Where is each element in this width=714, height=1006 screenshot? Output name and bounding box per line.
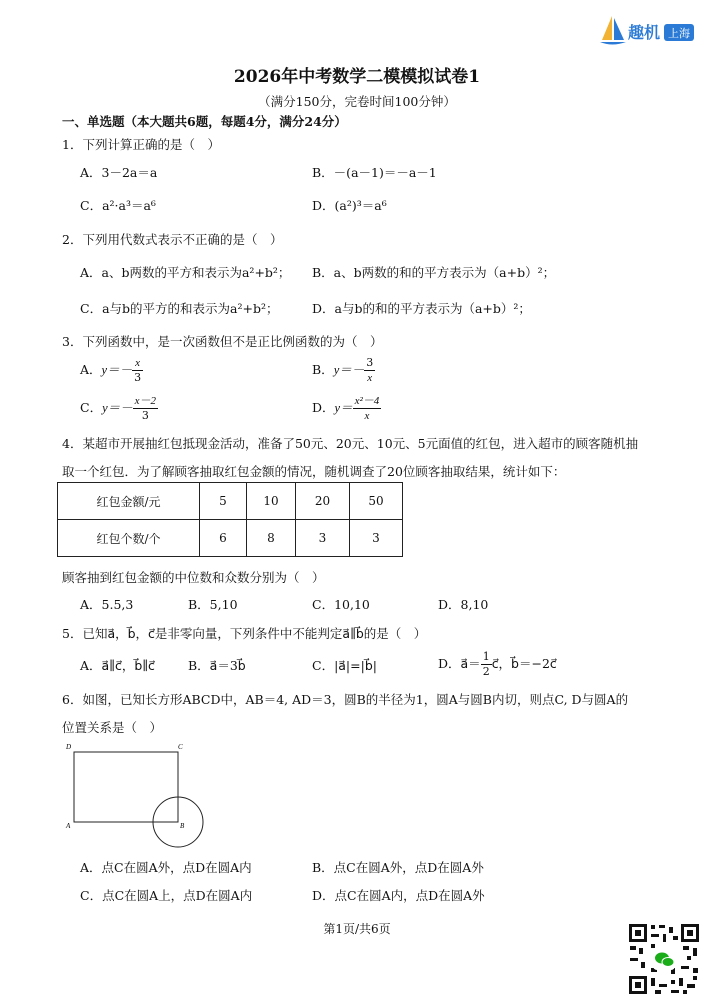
q3-option-a: [80, 356, 143, 385]
page-title: 2026年中考数学二模模拟试卷1: [233, 67, 481, 87]
label-a: A: [66, 822, 71, 830]
q3-b-label: B．: [312, 362, 334, 377]
q4-question: 顾客抽到红包金额的中位数和众数分别为（ ）: [62, 570, 325, 585]
q3-b-den: x: [367, 372, 373, 384]
table-cell: 8: [247, 520, 296, 557]
q6-option-a: A．点C在圆A外，点D在圆A内: [80, 860, 252, 875]
q5-d-num: 1: [482, 650, 490, 663]
q4-option-b: B．5,10: [188, 597, 238, 612]
table-cell: 5: [200, 483, 247, 520]
q5-option-b: B．a⃗＝3b⃗: [188, 658, 246, 673]
brand-badge: 上海: [668, 27, 690, 40]
q3-c-num: x－2: [134, 395, 157, 407]
q3-option-b: [312, 356, 375, 385]
q6-stem-line1: 6．如图，已知长方形ABCD中，AB＝4, AD＝3，圆B的半径为1，圆A与圆B内切，则点C, D与圆A的: [62, 692, 629, 707]
q1-stem: 1．下列计算正确的是（ ）: [62, 137, 220, 152]
q4-stem-line2: 取一个红包．为了解顾客抽取红包金额的情况，随机调查了20位顾客抽取结果，统计如下：: [62, 464, 566, 479]
q5-option-d: [438, 650, 557, 679]
q2-option-a: A．a、b两数的平方和表示为a²+b²；: [80, 265, 291, 280]
brand-name: 趣机: [628, 23, 661, 42]
q3-d-label: D．: [312, 400, 335, 415]
q3-a-num: x: [132, 356, 143, 371]
q1-option-a: A．3－2a＝a: [80, 165, 158, 180]
page-number: 第1页/共6页: [323, 922, 391, 936]
q5-d-post: c⃗，b⃗＝−2c⃗: [491, 656, 557, 671]
table-row: [58, 483, 403, 520]
table-cell: 3: [296, 520, 350, 557]
table-cell: 6: [200, 520, 247, 557]
q3-c-lhs: y＝－: [102, 401, 133, 415]
label-b: B: [180, 822, 185, 830]
label-d: D: [66, 743, 72, 751]
q3-b-lhs: y＝－: [333, 363, 365, 377]
q3-b-num: 3: [366, 356, 374, 369]
table-cell: 50: [350, 483, 403, 520]
label-c: C: [178, 743, 183, 751]
q3-a-label: A．: [80, 362, 102, 377]
q1-option-b: B．－(a－1)＝－a－1: [312, 165, 437, 180]
q6-option-d: D．点C在圆A内，点D在圆A外: [312, 888, 485, 903]
q3-c-den: 3: [141, 409, 149, 422]
q3-option-c: [80, 394, 158, 423]
geometry-figure: [60, 738, 220, 848]
table-cell: 红包金额/元: [58, 483, 200, 520]
q3-a-den: 3: [134, 371, 142, 384]
q4-option-d: D．8,10: [438, 597, 489, 612]
q3-d-num: x²－4: [354, 395, 380, 407]
rectangle-abcd: [74, 752, 178, 822]
q5-stem: 5．已知a⃗，b⃗，c⃗是非零向量，下列条件中不能判定a⃗∥b⃗的是（ ）: [62, 626, 427, 641]
q5-option-c: C．|a⃗|=|b⃗|: [312, 658, 377, 673]
q4-option-c: C．10,10: [312, 597, 370, 612]
table-cell: 10: [247, 483, 296, 520]
q2-option-c: C．a与b的平方的和表示为a²+b²；: [80, 301, 279, 316]
q5-d-pre: D．a⃗＝: [438, 656, 481, 671]
q3-d-den: x: [364, 410, 370, 422]
q3-a-lhs: y＝－: [101, 363, 133, 377]
q1-option-d: D．(a²)³＝a⁶: [312, 198, 387, 213]
table-row: [58, 520, 403, 557]
q2-stem: 2．下列用代数式表示不正确的是（ ）: [62, 232, 283, 247]
q5-d-den: 2: [482, 665, 490, 678]
table-cell: 20: [296, 483, 350, 520]
q1-option-c: C．a²·a³＝a⁶: [80, 198, 156, 213]
q6-stem-line2: 位置关系是（ ）: [62, 720, 163, 735]
q2-option-d: D．a与b的和的平方表示为（a+b）²；: [312, 301, 531, 316]
section-heading: 一、单选题（本大题共6题，每题4分，满分24分）: [62, 114, 347, 129]
q5-option-a: A．a⃗∥c⃗，b⃗∥c⃗: [80, 658, 155, 673]
table-cell: 3: [350, 520, 403, 557]
sailboat-icon: [598, 14, 698, 48]
q4-option-a: A．5.5,3: [80, 597, 134, 612]
q3-c-label: C．: [80, 400, 103, 415]
qr-code-icon: [627, 922, 701, 996]
table-cell: 红包个数/个: [58, 520, 200, 557]
data-table: [57, 482, 403, 557]
q2-option-b: B．a、b两数的和的平方表示为（a+b）²；: [312, 265, 556, 280]
brand-logo: [598, 14, 698, 48]
q6-option-b: B．点C在圆A外，点D在圆A外: [312, 860, 484, 875]
q3-stem: 3．下列函数中，是一次函数但不是正比例函数的为（ ）: [62, 334, 383, 349]
q6-option-c: C．点C在圆A上，点D在圆A内: [80, 888, 253, 903]
page-subtitle: （满分150分，完卷时间100分钟）: [258, 94, 456, 109]
q3-d-lhs: y＝: [334, 401, 353, 415]
q4-stem-line1: 4．某超市开展抽红包抵现金活动，准备了50元、20元、10元、5元面值的红包，进入超市的顾客随机抽: [62, 436, 639, 451]
q3-option-d: [312, 394, 381, 423]
